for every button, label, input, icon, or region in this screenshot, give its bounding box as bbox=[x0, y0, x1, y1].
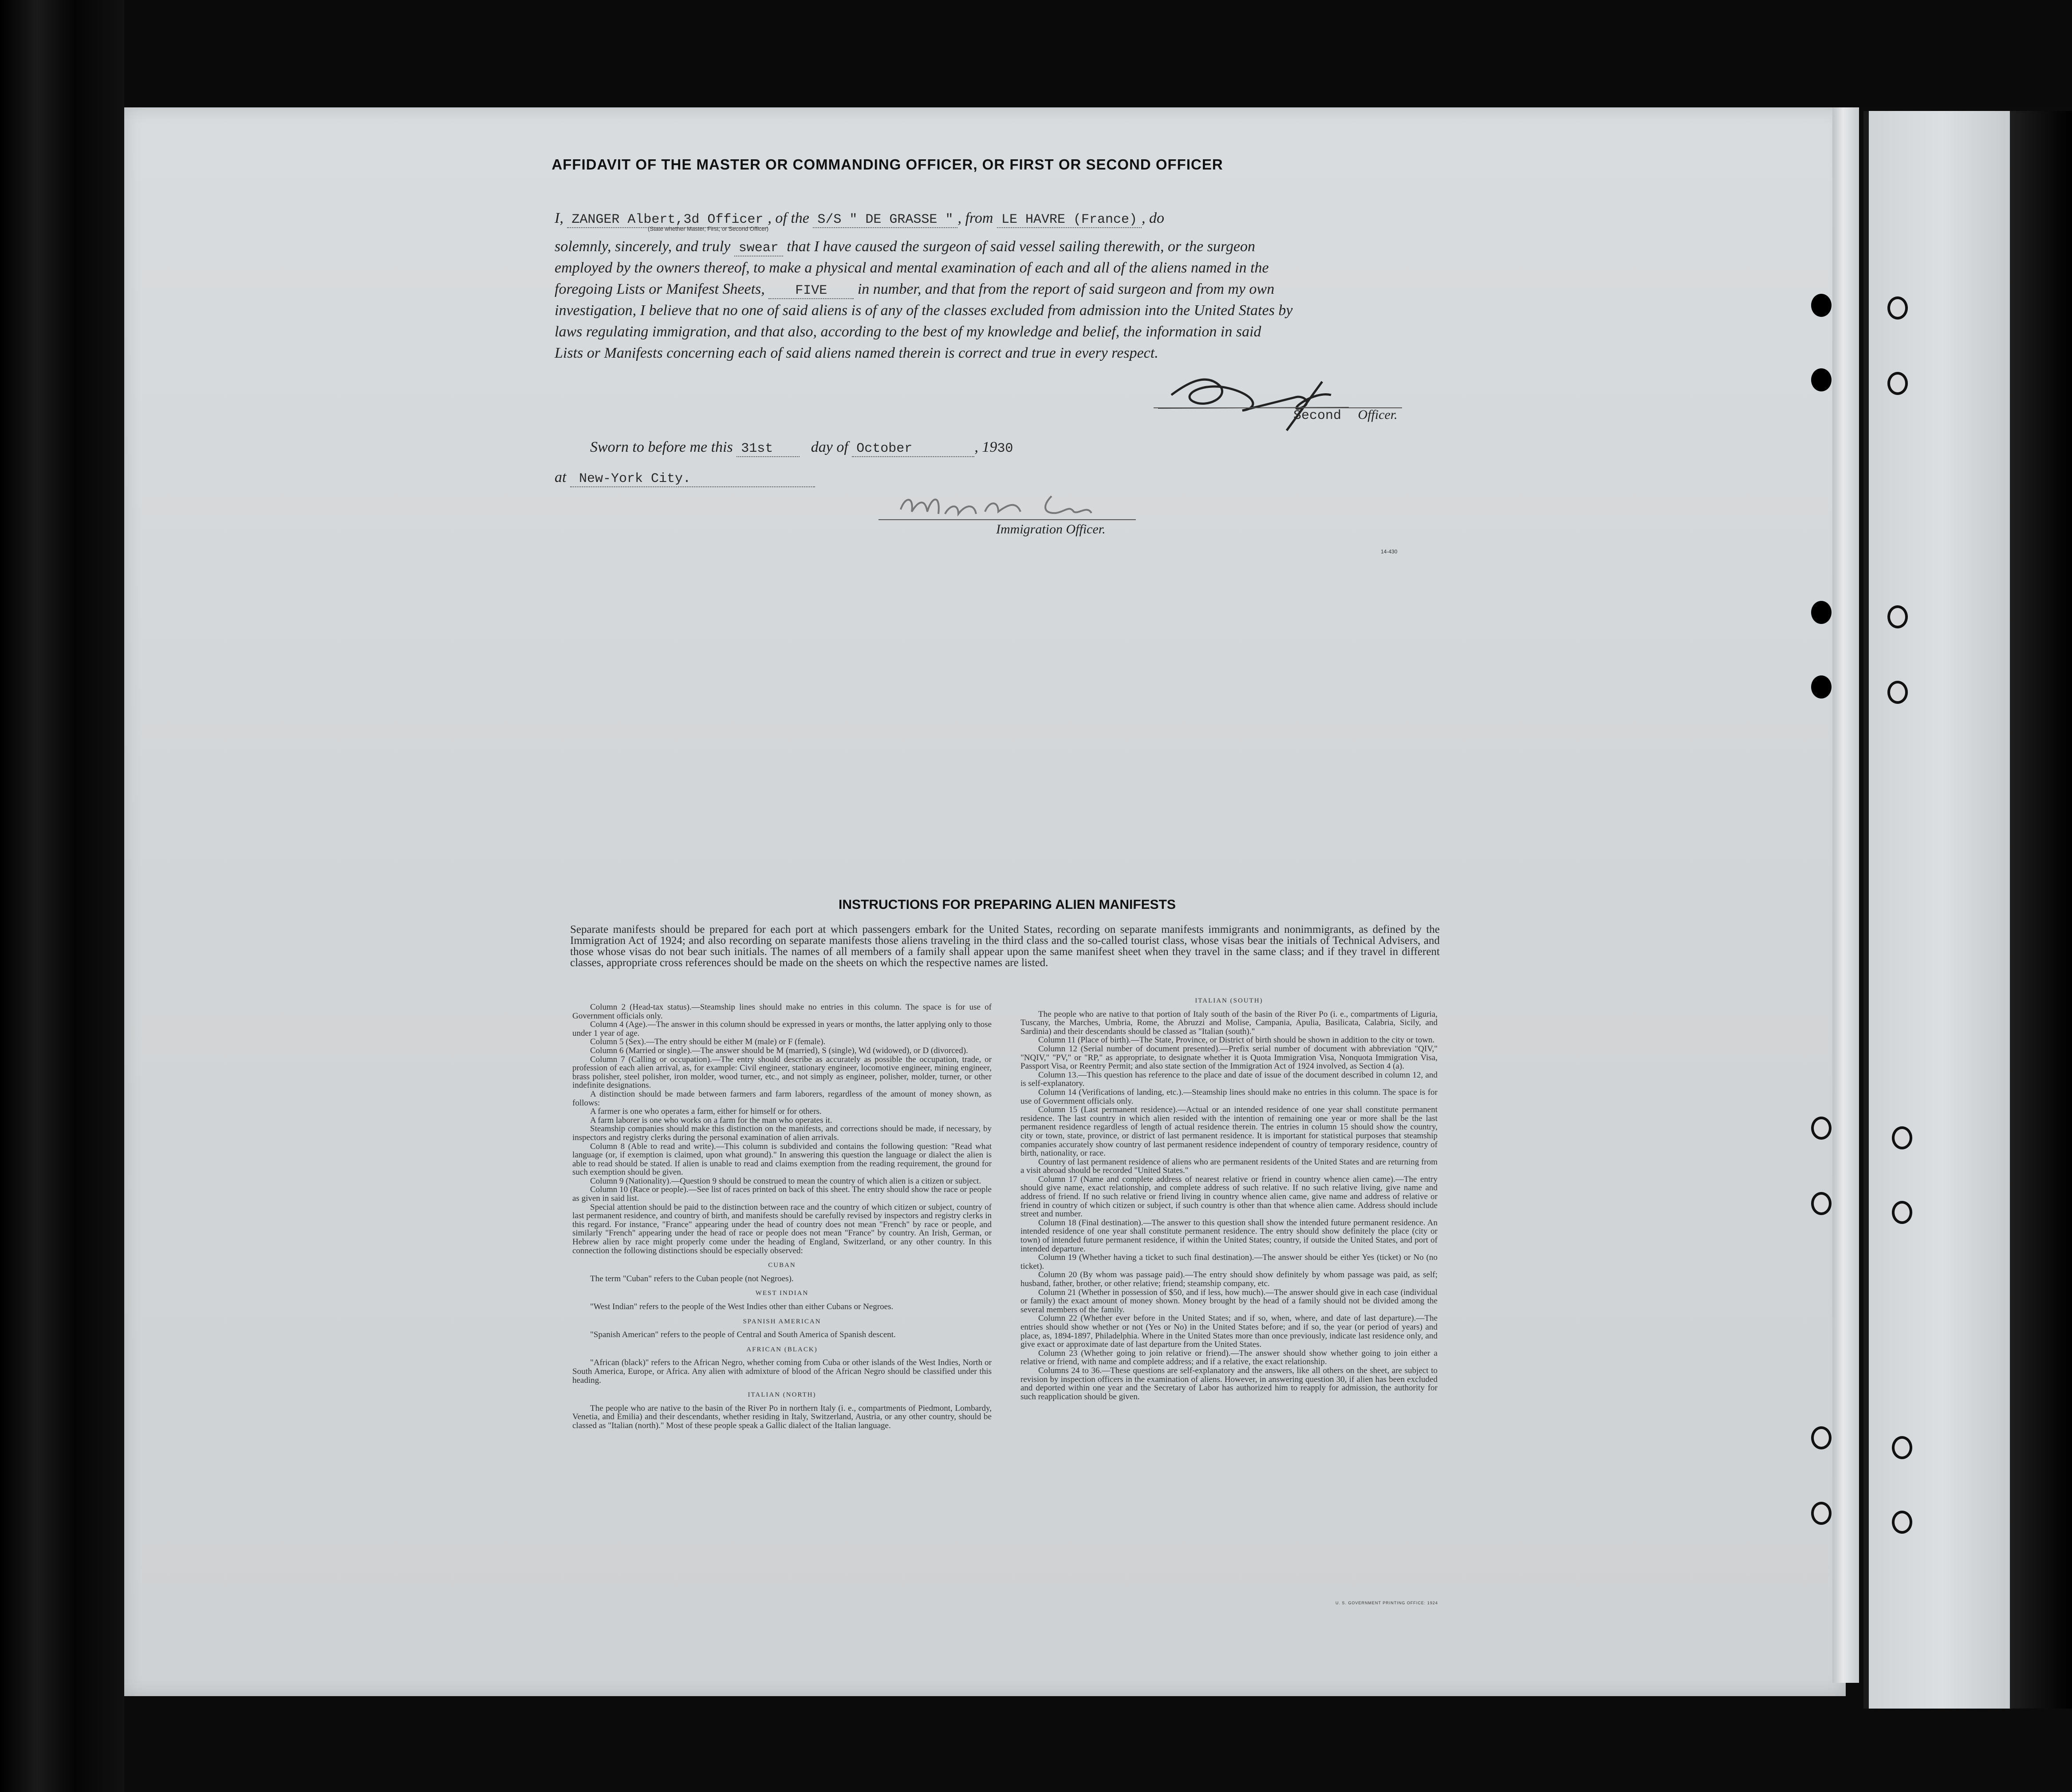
column-note: The people who are native to that portion of Italy south of the basin of the River Po (i. e., compartments of Liguria, Tuscany, the Marches, Umbria, Rome, the Abruzzi and Molise, Campania, Apulia, Basilicata, Calabria, Sicily, and Sardinia) and their descendants should be classed as "Italian (south)." bbox=[1020, 1009, 1438, 1036]
column-note: Country of last permanent residence of aliens who are permanent residents of the United States and are returning from a visit abroad should be recorded "United States." bbox=[1020, 1157, 1438, 1176]
column-note: A farm laborer is one who works on a farm for the man who operates it. bbox=[590, 1115, 832, 1125]
text: , do bbox=[1142, 210, 1164, 226]
column-note: Column 8 (Able to read and write).—This column is subdivided and contains the following question: "Read what language (or, if exemption is claimed, upon what ground)." In answering this question the language or dialect the alien is able to read should be stated. If alien is unable to read and claims exemption from the reading requirement, the ground for such exemption should be given. bbox=[572, 1141, 992, 1177]
punch-hole bbox=[1811, 601, 1832, 624]
punch-hole bbox=[1892, 1201, 1912, 1224]
officer-name-field: ZANGER Albert,3d Officer bbox=[567, 212, 768, 228]
punch-hole bbox=[1811, 1502, 1832, 1525]
binder-shadow bbox=[2010, 111, 2072, 1709]
column-note: Column 10 (Race or people).—See list of races printed on back of this sheet. The entry should show the race or people as given in said list. bbox=[572, 1185, 992, 1204]
affidavit-line-6: laws regulating immigration, and that also, according to the best of my knowledge and belief, the information in said bbox=[555, 324, 1261, 340]
officer-rank: Second bbox=[1293, 408, 1342, 423]
affidavit-line-2 bbox=[555, 236, 1433, 259]
text: I, bbox=[555, 210, 563, 226]
punch-hole bbox=[1892, 1511, 1912, 1534]
column-note: Column 5 (Sex).—The entry should be either M (male) or F (female). bbox=[590, 1037, 826, 1047]
scan-background-top bbox=[0, 0, 2072, 107]
immigration-signature-line bbox=[878, 519, 1136, 520]
column-note: Column 14 (Verifications of landing, etc.).—Steamship lines should make no entries in this column. The space is for use of Government officials only. bbox=[1020, 1087, 1438, 1106]
punch-hole bbox=[1811, 1117, 1832, 1140]
column-note: Column 22 (Whether ever before in the United States; and if so, when, where, and date of last departure).—The entries should show whether or not (Yes or No) in the United States before; and if so, the year (or period of years) and place, as, 1894-1897, Philadelphia. Where in the United States more than once previously, indicate last residence only, and give exact or approximate date of last departure from the United States. bbox=[1020, 1314, 1438, 1350]
section-heading: AFRICAN (BLACK) bbox=[746, 1346, 818, 1353]
punch-hole bbox=[1892, 1436, 1912, 1459]
column-note: Column 6 (Married or single).—The answer should be M (married), S (single), Wd (widowed), or D (divorced). bbox=[590, 1046, 968, 1055]
text: , of the bbox=[768, 210, 809, 226]
punch-hole bbox=[1811, 675, 1832, 699]
section-heading: CUBAN bbox=[768, 1262, 796, 1269]
column-note: Column 17 (Name and complete address of nearest relative or friend in country whence alien came).—The entry should give name, exact relationship, and complete address of such relative. If no such relative living, give name and address of friend. If no such relative or friend living in country whence alien came, give name and address of relative or friend in country of which citizen or subject, if such country is other than that whence alien came. Address should include street and number. bbox=[1020, 1174, 1438, 1219]
affidavit-line-4 bbox=[555, 279, 1433, 301]
text: at bbox=[555, 469, 567, 485]
section-heading: ITALIAN (SOUTH) bbox=[1195, 997, 1263, 1004]
column-note: Column 7 (Calling or occupation).—The entry should describe as accurately as possible the occupation, trade, or profession of each alien arrival, as, for example: Civil engineer, stationary engineer, locomotive engineer, mining engineer, brass polisher, steel polisher, iron molder, wood turner, etc., and not simply as engineer, polisher, molder, turner, or other indefinite designations. bbox=[572, 1054, 992, 1090]
section-text: The term "Cuban" refers to the Cuban people (not Negroes). bbox=[590, 1274, 794, 1283]
affidavit-line-7: Lists or Manifests concerning each of said aliens named therein is correct and true in every respect. bbox=[555, 345, 1158, 361]
section-text: "Spanish American" refers to the people of Central and South America of Spanish descent. bbox=[590, 1330, 896, 1340]
instructions-intro: Separate manifests should be prepared for each port at which passengers embark for the United States, recording on separate manifests immigrants and nonimmigrants, as defined by the Immigration Act of 1924; and also recording on separate manifests those aliens traveling in the third class and the so-called tourist class, whose visas bear the initials of Technical Advisers, and those whose visas do not bear such initials. The names of all members of a family shall appear upon the same manifest sheet when they travel in the same class; and if they travel in different classes, appropriate cross references should be made on the sheets on which the respective names are listed. bbox=[570, 924, 1440, 969]
column-note: Column 15 (Last permanent residence).—Actual or an intended residence of one year shall constitute permanent residence. The last country in which alien resided with the intention of remaining one year or more shall be the last permanent residence regardless of length of actual residence therein. The entries in column 15 should show the country, city or town, state, province, or district of last permanent residence. It is important for statistical purposes that steamship companies accurately show country of last permanent residence independent of country of temporary residence, country of birth, nationality, or race. bbox=[1020, 1105, 1438, 1158]
sworn-place-line bbox=[555, 467, 1433, 489]
text: foregoing Lists or Manifest Sheets, bbox=[555, 281, 765, 297]
text: that I have caused the surgeon of said vessel sailing therewith, or the surgeon bbox=[787, 238, 1256, 255]
printer-note: U. S. GOVERNMENT PRINTING OFFICE: 1924 bbox=[1335, 1601, 1438, 1605]
punch-hole bbox=[1887, 296, 1908, 320]
sworn-day-field: 31st bbox=[737, 441, 800, 457]
officer-signature bbox=[1154, 355, 1358, 439]
text: Sworn to before me this bbox=[590, 439, 733, 455]
punch-hole bbox=[1887, 372, 1908, 395]
section-text: "West Indian" refers to the people of the West Indies other than either Cubans or Negroes. bbox=[590, 1302, 894, 1311]
instructions-right-column bbox=[1020, 997, 1438, 1401]
instructions-left-column bbox=[572, 1003, 992, 1430]
column-note: Column 13.—This question has reference to the place and date of issue of the document described in column 12, and is self-explanatory. bbox=[1020, 1070, 1438, 1089]
affidavit-line-3: employed by the owners thereof, to make a physical and mental examination of each and all of the aliens named in the bbox=[555, 260, 1269, 276]
binder-strip bbox=[1863, 111, 2015, 1709]
punch-hole bbox=[1892, 1126, 1912, 1149]
punch-hole bbox=[1887, 605, 1908, 628]
text: day of bbox=[811, 439, 848, 455]
sworn-line bbox=[590, 437, 1469, 459]
sworn-year: 30 bbox=[997, 441, 1013, 456]
column-note: A farmer is one who operates a farm, either for himself or for others. bbox=[590, 1107, 822, 1117]
affidavit-line-5: investigation, I believe that no one of said aliens is of any of the classes excluded from admission into the United States by bbox=[555, 302, 1293, 319]
column-note: Column 11 (Place of birth).—The State, Province, or District of birth should be shown in addition to the city or town. bbox=[1038, 1035, 1435, 1045]
text: , 19 bbox=[974, 439, 997, 455]
column-note: Column 4 (Age).—The answer in this column should be expressed in years or months, the latter applying only to those under 1 year of age. bbox=[572, 1020, 992, 1038]
column-note: Steamship companies should make this distinction on the manifests, and corrections should be made, if necessary, by inspectors and registry clerks during the personal examination of alien arrivals. bbox=[572, 1124, 992, 1142]
officer-note: (State whether Master, First, or Second Officer) bbox=[648, 225, 769, 232]
vessel-field: S/S " DE GRASSE " bbox=[813, 212, 957, 228]
section-heading: WEST INDIAN bbox=[755, 1290, 809, 1297]
column-note: Column 9 (Nationality).—Question 9 should be construed to mean the country of which alien is a citizen or subject. bbox=[590, 1176, 981, 1186]
officer-rank-label bbox=[1293, 407, 1398, 423]
page-edge bbox=[1832, 107, 1859, 1683]
form-number: 14-430 bbox=[1381, 549, 1398, 555]
text: in number, and that from the report of said surgeon and from my own bbox=[857, 281, 1275, 297]
section-text: The people who are native to the basin of the River Po in northern Italy (i. e., compartments of Piedmont, Lombardy, Venetia, and Emilia) and their descendants, whether residing in Italy, Switzerland, Austria, or any other country, should be classed as "Italian (north)." Most of these people speak a Gallic dialect of the Italian language. bbox=[572, 1403, 992, 1430]
column-note: Column 12 (Serial number of document presented).—Prefix serial number of document with abbreviation "QIV," "NQIV," "PV," or "RP," as appropriate, to designate whether it is Quota Immigration Visa, Nonquota Immigration Visa, Passport Visa, or Reentry Permit; and also state section of the Immigration Act of 1924 involved, as Section 4 (a). bbox=[1020, 1044, 1438, 1071]
affidavit-title: AFFIDAVIT OF THE MASTER OR COMMANDING OFFICER, OR FIRST OR SECOND OFFICER bbox=[551, 156, 1223, 173]
column-note: Column 18 (Final destination).—The answer to this question shall show the intended future permanent residence. An intended residence of one year shall constitute permanent residence. The entry should show definitely the place (city or town) of intended future permanent residence, if within the United States; country, if outside the United States, and port of intended departure. bbox=[1020, 1218, 1438, 1254]
text: solemnly, sincerely, and truly bbox=[555, 238, 731, 255]
column-note: Column 2 (Head-tax status).—Steamship lines should make no entries in this column. The space is for use of Government officials only. bbox=[572, 1003, 992, 1021]
immigration-officer-label: Immigration Officer. bbox=[996, 522, 1106, 537]
immigration-officer-signature bbox=[892, 487, 1123, 523]
section-heading: ITALIAN (NORTH) bbox=[748, 1391, 816, 1399]
text: , from bbox=[957, 210, 993, 226]
column-note: Column 21 (Whether in possession of $50, and if less, how much).—The answer should give in each case (individual or family) the exact amount of money shown. Money brought by the head of a family should not be divided among the several members of the family. bbox=[1020, 1287, 1438, 1314]
column-note: Columns 24 to 36.—These questions are self-explanatory and the answers, like all others on the sheet, are subject to revision by inspection officers in the examination of aliens. However, in answering question 30, if alien has been excluded and deported within one year and the Secretary of Labor has authorized him to reapply for admission, the authority for such reapplication should be given. bbox=[1020, 1366, 1438, 1401]
scan-background-left bbox=[0, 0, 124, 1792]
officer-label: Officer. bbox=[1358, 407, 1398, 422]
column-note: A distinction should be made between farmers and farm laborers, regardless of the amount of money shown, as follows: bbox=[572, 1089, 992, 1108]
port-field: LE HAVRE (France) bbox=[997, 212, 1142, 228]
sworn-month-field: October bbox=[852, 441, 974, 457]
sheets-field: FIVE bbox=[768, 283, 854, 299]
punch-hole bbox=[1811, 294, 1832, 317]
column-note: Column 19 (Whether having a ticket to such final destination).—The answer should be either Yes (ticket) or No (no ticket). bbox=[1020, 1253, 1438, 1271]
column-note: Column 20 (By whom was passage paid).—The entry should show definitely by whom passage was paid, as self; husband, father, brother, or other relative; friend; steamship company, etc. bbox=[1020, 1270, 1438, 1288]
section-text: "African (black)" refers to the African Negro, whether coming from Cuba or other islands of the West Indies, North or South America, Europe, or Africa. Any alien with admixture of blood of the African Negro should be classified under this heading. bbox=[572, 1358, 992, 1385]
section-heading: SPANISH AMERICAN bbox=[743, 1318, 821, 1325]
sworn-place-field: New-York City. bbox=[570, 471, 815, 487]
instructions-title: INSTRUCTIONS FOR PREPARING ALIEN MANIFESTS bbox=[838, 897, 1176, 912]
punch-hole bbox=[1811, 1192, 1832, 1215]
column-note: Column 23 (Whether going to join relative or friend).—The answer should show whether going to join either a relative or friend, with name and complete address; and if a relative, the exact relationship. bbox=[1020, 1348, 1438, 1367]
oath-field: swear bbox=[734, 241, 783, 257]
column-note: Special attention should be paid to the distinction between race and the country of which citizen or subject, country of last permanent residence, and country of birth, and manifests should be carefully revised by inspectors and registry clerks in this regard. For instance, "France" appearing under the head of country does not mean "French" by race or people, and similarly "French" appearing under the head of race or people does not mean "France" by country. An Irish, German, or Hebrew alien by race might properly come under the heading of England, Switzerland, or any other country. In this connection the following distinctions should be especially observed: bbox=[572, 1202, 992, 1255]
punch-hole bbox=[1887, 681, 1908, 704]
punch-hole bbox=[1811, 368, 1832, 391]
punch-hole bbox=[1811, 1426, 1832, 1449]
